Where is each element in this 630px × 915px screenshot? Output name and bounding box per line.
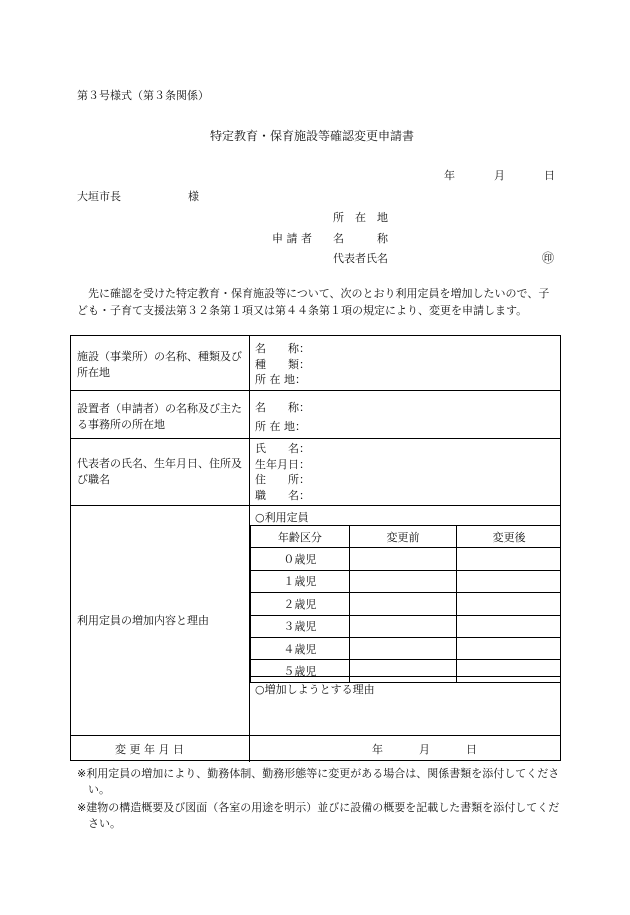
before-cell[interactable]	[349, 660, 457, 682]
age-cell: ０歳児	[251, 548, 350, 570]
after-cell[interactable]	[457, 637, 561, 659]
age-cell: ５歳児	[251, 660, 350, 682]
recipient: 大垣市長	[77, 190, 121, 203]
age-category-header: 年齢区分	[251, 526, 350, 548]
change-date-day: 日	[466, 743, 477, 756]
recipient-honorific: 様	[188, 190, 199, 203]
founder-name-field: 名 称：	[255, 401, 310, 414]
row-divider	[71, 505, 560, 506]
capacity-table-header	[251, 526, 562, 548]
row-divider	[71, 390, 560, 391]
after-cell[interactable]	[457, 660, 561, 682]
table-row	[251, 637, 562, 659]
application-table	[70, 335, 561, 761]
change-date-label: 変 更 年 月 日	[115, 743, 184, 756]
intro-paragraph	[77, 286, 559, 319]
rep-name-field: 氏 名：	[255, 442, 310, 455]
before-cell[interactable]	[349, 548, 457, 570]
after-change-header: 変更後	[457, 526, 561, 548]
applicant-address-label: 所 在 地	[333, 211, 388, 224]
table-row	[251, 660, 562, 682]
table-row	[251, 548, 562, 570]
note-item: ※利用定員の増加により、勤務体制、勤務形態等に変更がある場合は、関係書類を添付してください。	[77, 767, 560, 796]
row-divider	[71, 438, 560, 439]
after-cell[interactable]	[457, 570, 561, 592]
after-cell[interactable]	[457, 593, 561, 615]
capacity-table	[250, 525, 561, 683]
representative-name-label: 代表者氏名	[333, 252, 388, 265]
age-cell: １歳児	[251, 570, 350, 592]
facility-label: 施設（事業所）の名称、種類及び所在地	[77, 350, 242, 379]
before-cell[interactable]	[349, 570, 457, 592]
reason-heading: ○増加しようとする理由	[255, 683, 375, 696]
change-date-month: 月	[419, 743, 430, 756]
note-item: ※建物の構造概要及び図面（各室の用途を明示）並びに設備の概要を記載した書類を添付してください。	[77, 801, 560, 830]
change-date-year: 年	[372, 743, 383, 756]
table-row	[251, 615, 562, 637]
facility-address-field: 所 在 地：	[255, 373, 306, 386]
founder-label: 設置者（申請者）の名称及び主たる事務所の所在地	[77, 402, 242, 431]
capacity-label: 利用定員の増加内容と理由	[77, 614, 209, 627]
age-cell: ３歳児	[251, 615, 350, 637]
row-divider	[71, 735, 560, 736]
document-title: 特定教育・保育施設等確認変更申請書	[210, 129, 415, 143]
founder-fields	[255, 398, 310, 436]
representative-fields	[255, 441, 310, 503]
table-row	[251, 570, 562, 592]
before-change-header: 変更前	[349, 526, 457, 548]
rep-birthdate-field: 生年月日：	[255, 457, 310, 471]
date-month-label: 月	[494, 169, 505, 182]
rep-address-field: 住 所：	[255, 473, 310, 486]
date-day-label: 日	[544, 169, 555, 182]
founder-address-field: 所 在 地：	[255, 420, 306, 433]
after-cell[interactable]	[457, 548, 561, 570]
age-cell: ４歳児	[251, 637, 350, 659]
facility-name-field: 名 称：	[255, 342, 310, 355]
age-cell: ２歳児	[251, 593, 350, 615]
notes	[77, 766, 561, 834]
intro-text: 先に確認を受けた特定教育・保育施設等について、次のとおり利用定員を増加したいので、子ども・子育て支援法第３２条第１項又は第４４条第１項の規定により、変更を申請します。	[77, 287, 550, 317]
applicant-label: 申 請 者	[272, 232, 312, 245]
representative-label: 代表者の氏名、生年月日、住所及び職名	[77, 457, 242, 486]
before-cell[interactable]	[349, 637, 457, 659]
applicant-name-label: 名 称	[333, 232, 388, 245]
rep-title-field: 職 名：	[255, 488, 310, 502]
table-row	[251, 593, 562, 615]
seal-mark: ㊞	[542, 251, 555, 265]
before-cell[interactable]	[349, 593, 457, 615]
before-cell[interactable]	[349, 615, 457, 637]
facility-type-field: 種 類：	[255, 357, 310, 371]
after-cell[interactable]	[457, 615, 561, 637]
facility-fields	[255, 341, 310, 388]
capacity-heading: ○利用定員	[255, 511, 309, 524]
form-number: 第３号様式（第３条関係）	[77, 89, 209, 102]
date-year-label: 年	[444, 169, 455, 182]
